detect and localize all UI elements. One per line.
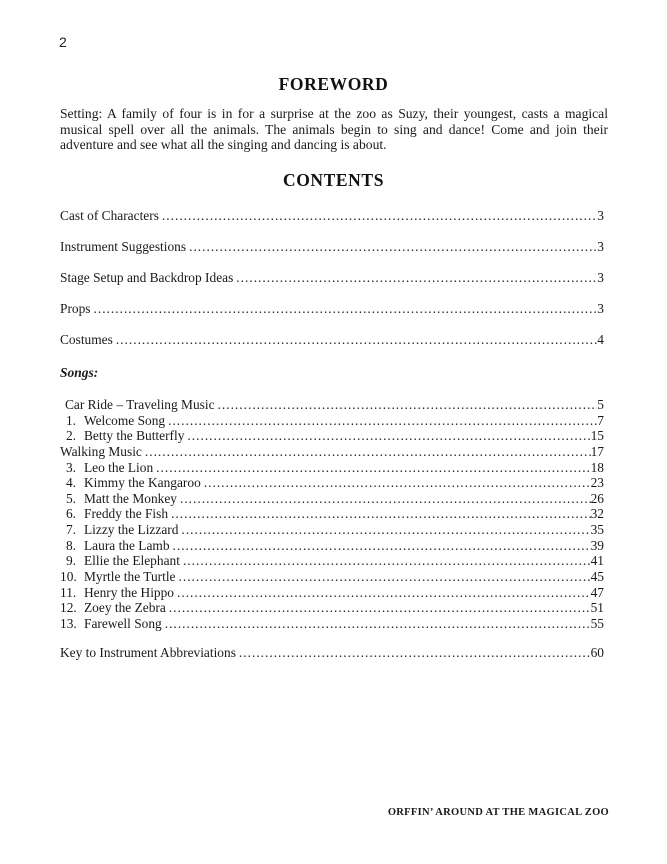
toc-row [60,475,604,491]
toc-entry-label: Stage Setup and Backdrop Ideas [60,269,234,285]
toc-entry-label: Props [60,300,91,316]
song-number: 1. [65,412,76,428]
toc-entry-page-number: 5 [597,397,604,412]
dot-leader [177,491,591,507]
toc-entry-label: Zoey the Zebra [84,600,166,616]
contents-heading: CONTENTS [282,170,385,190]
toc-entry-page-number: 4 [597,331,604,347]
song-number: 8. [65,537,76,553]
song-number: 5. [65,490,76,506]
foreword-heading: FOREWORD [278,74,389,94]
toc-entry-page-number: 7 [597,412,604,428]
dot-leader [215,397,598,413]
toc-row [60,491,604,507]
song-number: 10. [60,568,77,584]
toc-row [60,616,604,632]
toc-row [60,522,604,538]
toc-row [60,331,604,348]
toc-row [60,207,604,224]
song-number: 11. [60,584,77,600]
toc-entry-page-number: 60 [590,645,604,660]
toc-entry-page-number: 3 [597,269,604,285]
toc-entry-page-number: 26 [590,490,604,506]
toc-entry-page-number: 17 [590,443,604,459]
dot-leader [176,569,591,585]
toc-entry-page-number: 3 [597,208,604,223]
toc-entry-label: Farewell Song [84,615,162,631]
toc-entry-page-number: 35 [590,522,604,537]
toc-row [60,569,604,585]
songs-list [60,397,604,631]
toc-entry-page-number: 45 [590,568,604,584]
toc-row [60,553,604,569]
toc-row [60,238,604,255]
toc-entry-label: Henry the Hippo [84,584,174,600]
page-number: 2 [59,34,67,50]
toc-entry-page-number: 39 [590,537,604,553]
toc-row [60,269,604,286]
toc-row [60,413,604,429]
toc-entry-label: Betty the Butterfly [84,428,185,444]
toc-entry-page-number: 3 [597,238,604,254]
toc-row [60,600,604,616]
toc-row-key-to-abbreviations [60,644,604,661]
toc-entry-label: Key to Instrument Abbreviations [60,645,236,660]
dot-leader [233,269,597,286]
dot-leader [162,616,591,632]
song-number: 2. [65,428,76,444]
songs-subheading: Songs: [60,365,99,380]
toc-entry-label: Freddy the Fish [84,506,169,522]
toc-entry-label: Matt the Monkey [84,490,177,506]
dot-leader [236,644,591,661]
dot-leader [201,475,591,491]
song-number: 3. [65,459,76,475]
toc-entry-page-number: 47 [590,584,604,600]
toc-entry-page-number: 51 [590,600,604,616]
toc-entry-label: Leo the Lion [84,459,154,475]
dot-leader [186,238,597,255]
toc-entry-label: Instrument Suggestions [60,238,187,254]
song-number: 13. [60,615,77,631]
footer-title: ORFFIN’ AROUND AT THE MAGICAL ZOO [387,807,609,818]
toc-row [60,506,604,522]
toc-entry-page-number: 3 [597,300,604,316]
toc-row [60,585,604,601]
toc-entry-label: Walking Music [60,443,142,459]
contents-section-list [60,207,604,361]
toc-entry-label: Cast of Characters [60,208,159,223]
dot-leader [153,460,590,476]
toc-entry-page-number: 23 [590,475,604,491]
key-row-block [60,644,604,661]
toc-entry-page-number: 32 [590,506,604,522]
dot-leader [168,506,591,522]
dot-leader [142,444,591,460]
toc-entry-label: Kimmy the Kangaroo [84,475,201,491]
dot-leader [165,413,597,429]
dot-leader [170,538,591,554]
toc-entry-label: Laura the Lamb [84,537,170,553]
dot-leader [113,331,597,348]
toc-row [60,300,604,317]
song-number: 7. [65,522,76,537]
toc-row [60,538,604,554]
toc-row [60,444,604,460]
dot-leader [166,600,591,616]
toc-entry-page-number: 55 [590,615,604,631]
toc-entry-page-number: 41 [590,553,604,569]
toc-entry-page-number: 15 [590,428,604,444]
toc-row [60,397,604,413]
toc-row [60,428,604,444]
toc-row [60,460,604,476]
toc-entry-page-number: 18 [590,459,604,475]
toc-entry-label: Costumes [60,331,113,347]
dot-leader [184,428,590,444]
toc-entry-label: Lizzy the Lizzard [84,522,179,537]
dot-leader [178,522,590,538]
toc-entry-label: Ellie the Elephant [84,553,180,569]
dot-leader [91,300,598,317]
song-number: 12. [60,600,77,616]
dot-leader [159,207,597,224]
dot-leader [180,553,591,569]
toc-entry-label: Welcome Song [84,412,166,428]
song-number: 6. [65,506,76,522]
song-number: 4. [65,475,76,491]
toc-entry-label: Myrtle the Turtle [84,568,176,584]
dot-leader [174,585,591,601]
setting-paragraph: Setting: A family of four is in for a surprise at the zoo as Suzy, their youngest, casts a magical musical spell over all the animals. The animals begin to sing and dance! Come and join their adventure and see what all the singing and dancing is about. [60,106,608,152]
toc-entry-label: Car Ride – Traveling Music [65,397,215,412]
song-number: 9. [65,553,76,569]
